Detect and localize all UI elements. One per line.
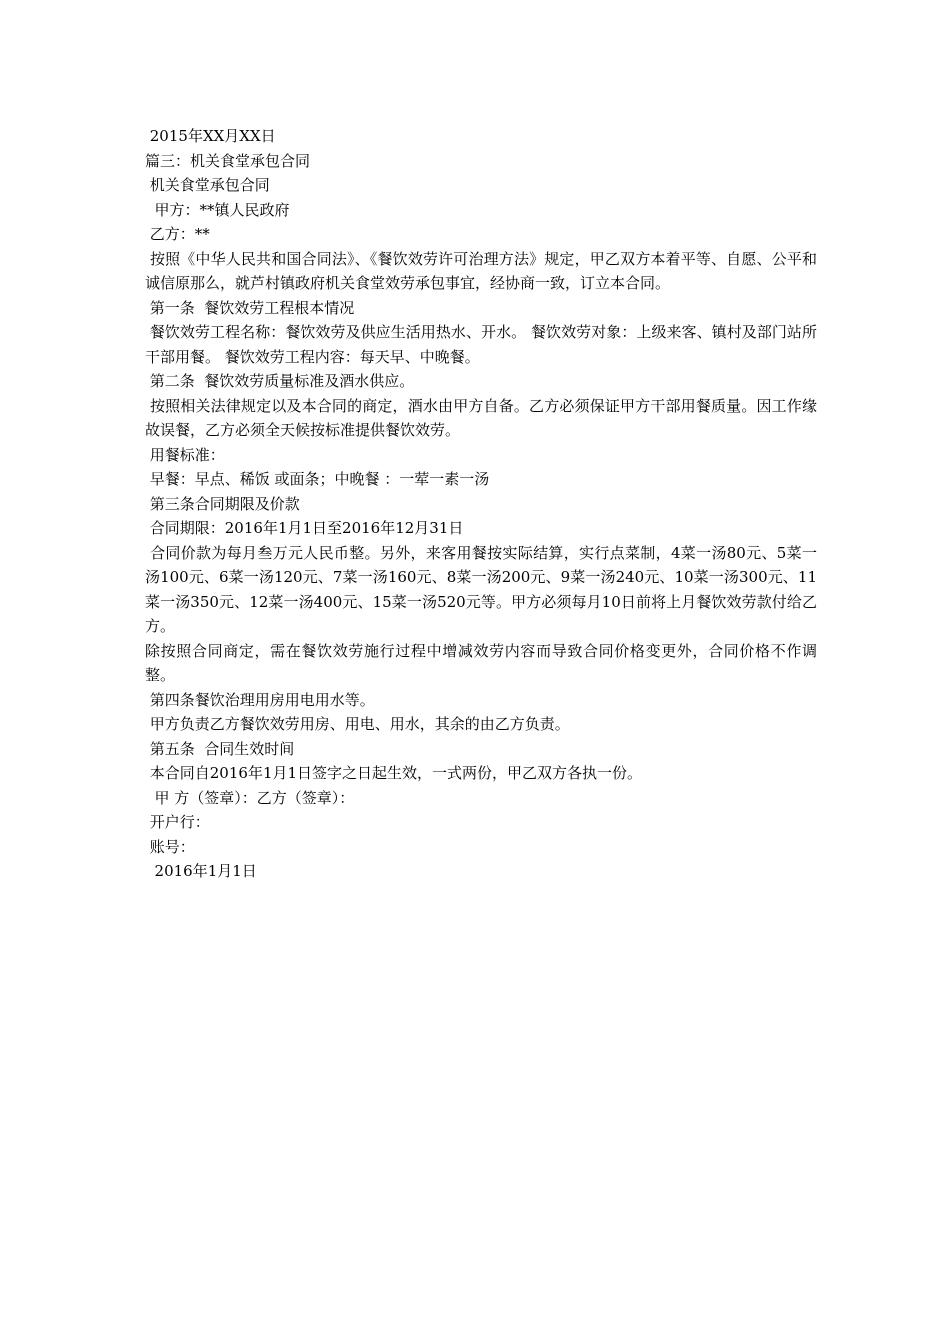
article-4-heading: 第四条餐饮治理用房用电用水等。	[145, 690, 375, 709]
article-3-heading: 第三条合同期限及价款	[145, 494, 300, 513]
date-line: 2015年XX月XX日	[145, 127, 276, 145]
article-1-heading: 第一条 餐饮效劳工程根本情况	[145, 298, 355, 317]
article-2-body: 按照相关法律规定以及本合同的商定，酒水由甲方自备。乙方必须保证甲方干部用餐质量。因工作缘故误餐，乙方必须全天候按标准提供餐饮效劳。	[145, 396, 817, 439]
article-4-body: 甲方负责乙方餐饮效劳用房、用电、用水，其余的由乙方负责。	[145, 715, 570, 733]
contract-term-line: 合同期限：2016年1月1日至2016年12月31日	[145, 519, 464, 537]
contract-title: 机关食堂承包合同	[145, 176, 270, 194]
contract-price-paragraph: 合同价款为每月叁万元人民币整。另外，来客用餐按实际结算，实行点菜制，4菜一汤80元、5菜一汤100元、6菜一汤120元、7菜一汤160元、8菜一汤200元、9菜一汤240元、10菜一汤300元、11菜一汤350元、12菜一汤400元、15菜一汤520元等。甲方必须每月10日前将上月餐饮效劳款付给乙方。	[145, 543, 817, 635]
section-heading: 篇三：机关食堂承包合同	[145, 151, 311, 170]
signature-line: 甲 方（签章）：乙方（签章）：	[145, 788, 355, 807]
signing-date-line: 2016年1月1日	[145, 862, 257, 880]
article-5-heading: 第五条 合同生效时间	[145, 739, 295, 758]
preamble-paragraph: 按照《中华人民共和国合同法》、《餐饮效劳许可治理方法》规定，甲乙双方本着平等、自愿、公平和诚信原那么，就芦村镇政府机关食堂效劳承包事宜，经协商一致，订立本合同。	[145, 249, 817, 292]
party-b-line: 乙方：**	[145, 225, 210, 243]
article-2-heading: 第二条 餐饮效劳质量标准及酒水供应。	[145, 372, 415, 390]
meal-standard-label: 用餐标准：	[145, 445, 225, 464]
meal-standard-detail: 早餐：早点、稀饭 或面条；中晚餐 ：一荤一素一汤	[145, 470, 490, 488]
account-line: 账号：	[145, 837, 195, 856]
article-5-body: 本合同自2016年1月1日签字之日起生效，一式两份，甲乙双方各执一份。	[145, 764, 643, 782]
price-adjustment-paragraph: 除按照合同商定，需在餐饮效劳施行过程中增减效劳内容而导致合同价格变更外，合同价格不作调整。	[145, 641, 817, 684]
article-1-body: 餐饮效劳工程名称：餐饮效劳及供应生活用热水、开水。 餐饮效劳对象：上级来客、镇村及部门站所干部用餐。 餐饮效劳工程内容：每天早、中晚餐。	[145, 323, 817, 366]
bank-line: 开户行：	[145, 813, 210, 831]
party-a-line: 甲方：**镇人民政府	[145, 200, 290, 219]
document-body	[145, 124, 817, 884]
